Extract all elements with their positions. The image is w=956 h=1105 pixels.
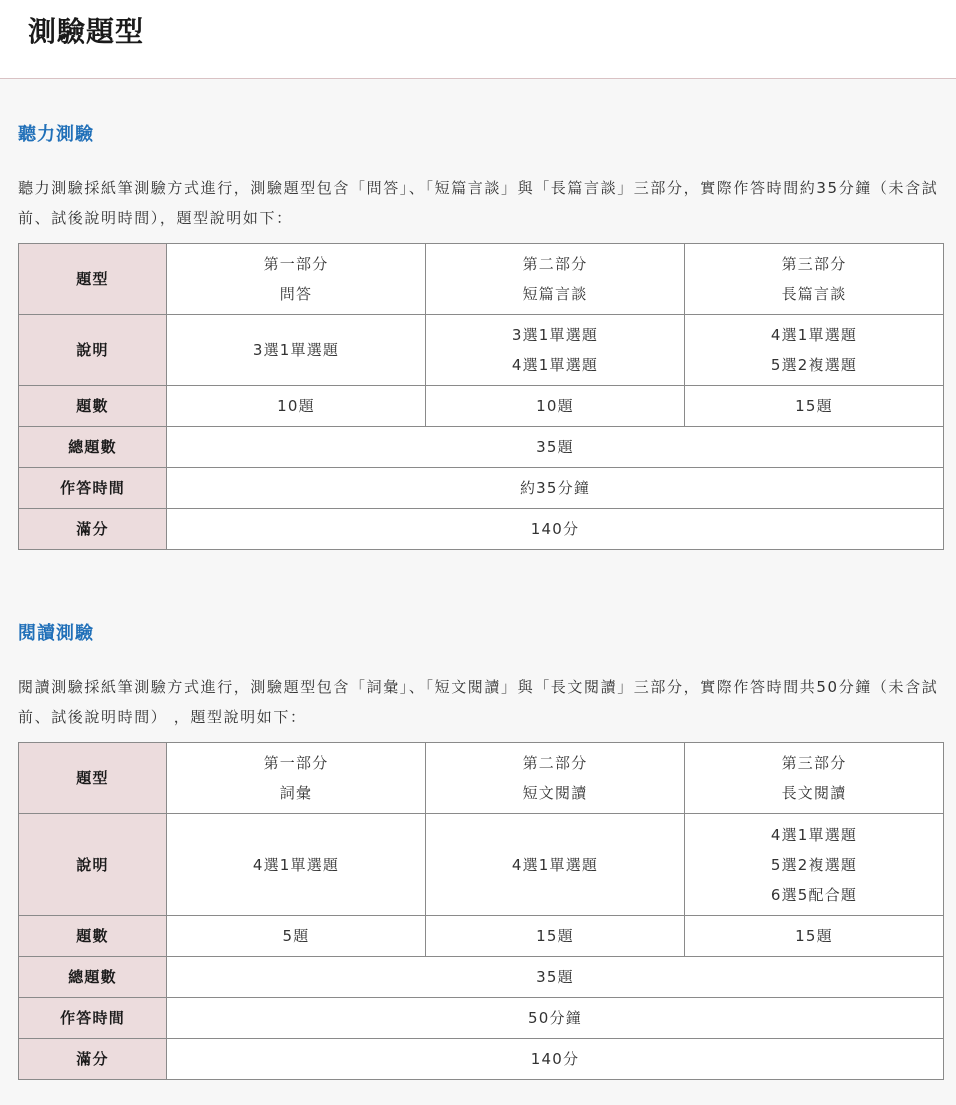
part-type: 詞彙 [279, 784, 313, 802]
part-type: 短文閱讀 [522, 784, 588, 802]
total-value: 35題 [167, 957, 944, 998]
part-1-desc [167, 814, 426, 916]
part-3-header [685, 244, 944, 315]
desc-line: 3選1單選題 [511, 326, 599, 344]
reading-section [18, 550, 944, 1080]
main-content [0, 79, 956, 1080]
part-name: 第一部分 [263, 754, 329, 772]
part-type: 長文閱讀 [781, 784, 847, 802]
row-header-time: 作答時間 [19, 998, 167, 1039]
part-2-count: 10題 [426, 386, 685, 427]
row-header-total: 總題數 [19, 957, 167, 998]
part-name: 第一部分 [263, 255, 329, 273]
part-3-header [685, 743, 944, 814]
desc-line: 4選1單選題 [770, 326, 858, 344]
part-1-header [167, 244, 426, 315]
desc-line: 6選5配合題 [770, 885, 858, 904]
part-type: 長篇言談 [781, 285, 847, 303]
table-row [19, 509, 944, 550]
total-value: 35題 [167, 427, 944, 468]
part-name: 第三部分 [781, 754, 847, 772]
part-type: 短篇言談 [522, 285, 588, 303]
table-row [19, 743, 944, 814]
part-1-count: 5題 [167, 916, 426, 957]
row-header-score: 滿分 [19, 1039, 167, 1080]
desc-line: 4選1單選題 [511, 855, 599, 874]
listening-table [18, 243, 944, 550]
time-value: 50分鐘 [167, 998, 944, 1039]
row-header-type: 題型 [19, 244, 167, 315]
listening-description: 聽力測驗採紙筆測驗方式進行，測驗題型包含「問答」、「短篇言談」與「長篇言談」三部分，實際作答時間約35分鐘（未含試前、試後說明時間），題型說明如下： [18, 179, 939, 227]
desc-line: 4選1單選題 [511, 356, 599, 374]
score-value: 140分 [167, 509, 944, 550]
reading-description: 閱讀測驗採紙筆測驗方式進行，測驗題型包含「詞彙」、「短文閱讀」與「長文閱讀」三部分，實際作答時間共50分鐘（未含試前、試後說明時間） ，題型說明如下： [18, 678, 939, 726]
part-1-count: 10題 [167, 386, 426, 427]
reading-section-title: 閱讀測驗 [18, 623, 94, 644]
table-row [19, 244, 944, 315]
desc-line: 4選1單選題 [252, 855, 340, 874]
table-row [19, 957, 944, 998]
page-title: 測驗題型 [28, 15, 145, 48]
desc-line: 5選2複選題 [770, 356, 858, 374]
table-row [19, 427, 944, 468]
row-header-total: 總題數 [19, 427, 167, 468]
part-3-desc [685, 814, 944, 916]
table-row [19, 315, 944, 386]
part-3-count: 15題 [685, 916, 944, 957]
row-header-time: 作答時間 [19, 468, 167, 509]
part-name: 第三部分 [781, 255, 847, 273]
part-2-desc [426, 315, 685, 386]
part-2-header [426, 244, 685, 315]
time-value: 約35分鐘 [167, 468, 944, 509]
reading-table [18, 742, 944, 1080]
page-header [0, 0, 956, 79]
table-row [19, 1039, 944, 1080]
row-header-count: 題數 [19, 916, 167, 957]
row-header-desc: 說明 [19, 814, 167, 916]
part-name: 第二部分 [522, 255, 588, 273]
part-3-count: 15題 [685, 386, 944, 427]
listening-section-title: 聽力測驗 [18, 124, 94, 145]
score-value: 140分 [167, 1039, 944, 1080]
table-row [19, 468, 944, 509]
table-row [19, 386, 944, 427]
part-type: 問答 [279, 285, 313, 303]
listening-section [18, 79, 944, 550]
part-name: 第二部分 [522, 754, 588, 772]
table-row [19, 998, 944, 1039]
part-1-desc [167, 315, 426, 386]
desc-line: 5選2複選題 [770, 855, 858, 874]
table-row [19, 916, 944, 957]
row-header-type: 題型 [19, 743, 167, 814]
table-row [19, 814, 944, 916]
row-header-score: 滿分 [19, 509, 167, 550]
part-3-desc [685, 315, 944, 386]
part-1-header [167, 743, 426, 814]
row-header-desc: 說明 [19, 315, 167, 386]
desc-line: 3選1單選題 [252, 341, 340, 359]
desc-line: 4選1單選題 [770, 825, 858, 844]
part-2-desc [426, 814, 685, 916]
part-2-count: 15題 [426, 916, 685, 957]
part-2-header [426, 743, 685, 814]
row-header-count: 題數 [19, 386, 167, 427]
